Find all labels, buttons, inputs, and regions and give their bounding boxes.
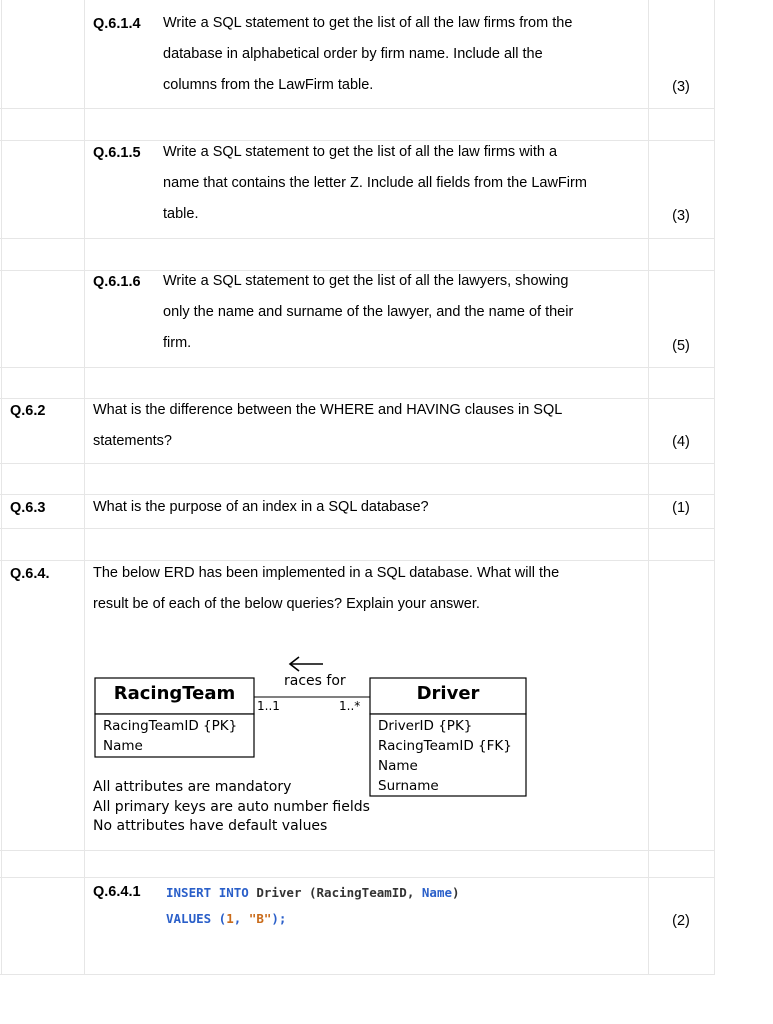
sql-text: ,: [233, 911, 249, 926]
question-number: Q.6.1.4: [93, 16, 141, 32]
erd-notes: [93, 778, 370, 837]
question-line: name that contains the letter Z. Include all fields from the LawFirm: [163, 175, 587, 191]
question-number: Q.6.4.: [10, 566, 50, 582]
question-line: Write a SQL statement to get the list of all the lawyers, showing: [163, 273, 569, 289]
sql-keyword: VALUES: [166, 911, 212, 926]
question-line: firm.: [163, 335, 192, 351]
sql-keyword: INSERT: [166, 885, 212, 900]
question-line: result be of each of the below queries? Explain your answer.: [93, 596, 480, 612]
question-number: Q.6.1.6: [93, 274, 141, 290]
entity-attribute: Surname: [378, 778, 439, 794]
left-multiplicity: 1..1: [257, 699, 280, 713]
entity-attribute: Name: [378, 758, 418, 774]
sql-number: 1: [226, 911, 234, 926]
driver-attributes: [378, 716, 512, 796]
right-multiplicity: 1..*: [339, 699, 361, 713]
relationship-label: races for: [284, 673, 346, 689]
entity-attribute: RacingTeamID {PK}: [103, 718, 238, 734]
sql-text: Driver (RacingTeamID,: [248, 885, 422, 900]
question-number: Q.6.1.5: [93, 145, 141, 161]
sql-text: [211, 885, 219, 900]
entity-attribute: RacingTeamID {FK}: [378, 738, 512, 754]
question-number: Q.6.3: [10, 500, 46, 516]
racing-team-attributes: [103, 716, 237, 756]
entity-attribute: DriverID {PK}: [378, 718, 473, 734]
sql-string: "B": [248, 911, 272, 926]
marks: (3): [672, 79, 690, 95]
entity-title-driver: Driver: [416, 683, 480, 704]
question-line: What is the purpose of an index in a SQL database?: [93, 499, 429, 515]
question-line: Write a SQL statement to get the list of all the law firms from the: [163, 15, 573, 31]
marks: (5): [672, 338, 690, 354]
marks: (4): [672, 434, 690, 450]
sql-text: (: [211, 911, 227, 926]
sql-keyword: INTO: [218, 885, 249, 900]
entity-title-racing-team: RacingTeam: [113, 683, 236, 704]
erd-note: No attributes have default values: [93, 818, 328, 834]
sql-code-block: [166, 880, 460, 932]
marks: (3): [672, 208, 690, 224]
question-line: statements?: [93, 433, 172, 449]
question-line: The below ERD has been implemented in a SQL database. What will the: [93, 565, 560, 581]
sql-text: ): [452, 885, 460, 900]
question-number: Q.6.4.1: [93, 884, 141, 900]
question-line: Write a SQL statement to get the list of all the law firms with a: [163, 144, 558, 160]
question-line: What is the difference between the WHERE and HAVING clauses in SQL: [93, 402, 563, 418]
question-line: database in alphabetical order by firm name. Include all the: [163, 46, 543, 62]
erd-note: All attributes are mandatory: [93, 779, 292, 795]
arrow-left-icon: [290, 657, 323, 671]
question-line: table.: [163, 206, 199, 222]
question-line: only the name and surname of the lawyer, and the name of their: [163, 304, 574, 320]
sql-code-line: [166, 906, 460, 932]
sql-code-line: [166, 880, 460, 906]
erd-note: All primary keys are auto number fields: [93, 798, 370, 815]
marks: (1): [672, 500, 690, 516]
sql-keyword: Name: [421, 885, 452, 900]
entity-attribute: Name: [103, 738, 143, 754]
question-number: Q.6.2: [10, 403, 46, 419]
question-line: columns from the LawFirm table.: [163, 77, 374, 93]
sql-text: );: [271, 911, 287, 926]
marks: (2): [672, 913, 690, 929]
